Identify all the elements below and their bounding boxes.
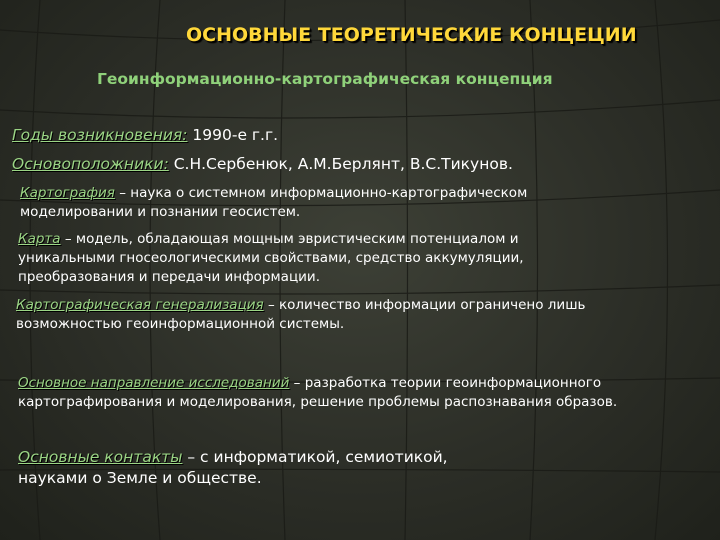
founders-value: С.Н.Сербенюк, А.М.Берлянт, В.С.Тикунов. <box>168 155 513 173</box>
founders-line <box>12 155 513 173</box>
map-definition <box>18 230 524 287</box>
research-text-1: – разработка теории геоинформационного <box>289 375 602 391</box>
map-text-2: уникальными гносеологическими свойствами, средство аккумуляции, <box>18 250 524 266</box>
generalization-label: Картографическая генерализация <box>16 297 264 313</box>
years-label: Годы возникновения: <box>12 126 188 144</box>
cartography-label: Картография <box>20 185 115 201</box>
slide-subtitle: Геоинформационно-картографическая концепция <box>97 70 553 88</box>
research-text-2: картографирования и моделирования, решение проблемы распознавания образов. <box>18 394 618 410</box>
contacts <box>18 447 448 489</box>
years-value: 1990-е г.г. <box>187 126 279 144</box>
years-line <box>12 126 278 144</box>
contacts-text-1: – с информатикой, семиотикой, <box>182 448 448 466</box>
contacts-text-2: науками о Земле и обществе. <box>18 469 262 487</box>
map-label: Карта <box>18 231 61 247</box>
research-direction <box>18 374 617 412</box>
slide-title: ОСНОВНЫЕ ТЕОРЕТИЧЕСКИЕ КОНЦЕЦИИ <box>186 24 637 46</box>
founders-label: Основоположники: <box>12 155 169 173</box>
cartography-definition <box>20 184 527 222</box>
cartography-text-1: – наука о системном информационно-картографическом <box>114 185 528 201</box>
generalization-text-1: – количество информации ограничено лишь <box>263 297 586 313</box>
map-text-3: преобразования и передачи информации. <box>18 269 320 285</box>
cartography-text-2: моделировании и познании геосистем. <box>20 204 301 220</box>
map-text-1: – модель, обладающая мощным эвристическим потенциалом и <box>60 231 519 247</box>
generalization-definition <box>16 296 586 334</box>
research-label: Основное направление исследований <box>18 375 290 391</box>
contacts-label: Основные контакты <box>18 448 183 466</box>
generalization-text-2: возможностью геоинформационной системы. <box>16 316 345 332</box>
